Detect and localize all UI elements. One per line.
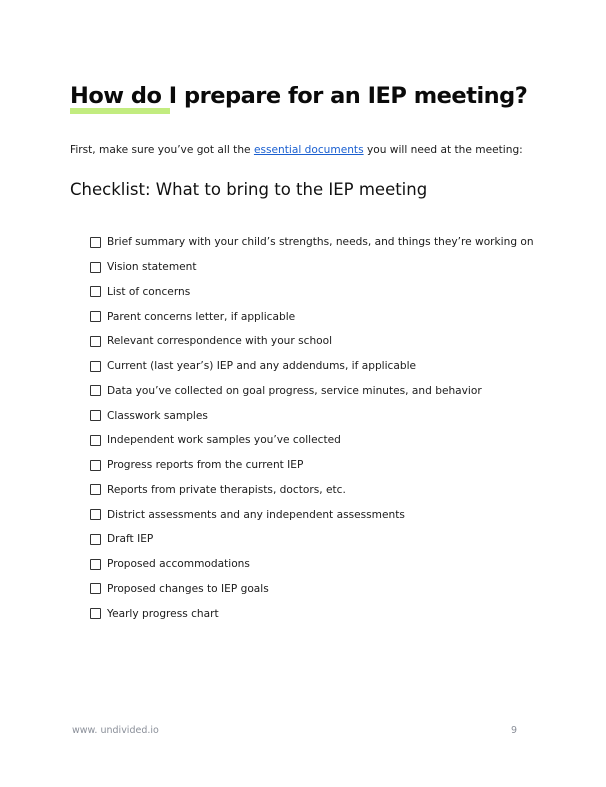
checklist-item[interactable] [90, 552, 534, 577]
checkbox-icon[interactable] [90, 460, 101, 471]
checklist-item[interactable] [90, 527, 534, 552]
page-title: How do I prepare for an IEP meeting? [70, 83, 528, 109]
checklist-item-label: Parent concerns letter, if applicable [107, 310, 296, 323]
intro-text-before: First, make sure you’ve got all the [70, 144, 254, 156]
checkbox-icon[interactable] [90, 410, 101, 421]
checklist-item[interactable] [90, 601, 534, 626]
checklist-heading: Checklist: What to bring to the IEP meeting [70, 180, 428, 199]
checklist-item[interactable] [90, 304, 534, 329]
checkbox-icon[interactable] [90, 385, 101, 396]
checklist-item[interactable] [90, 428, 534, 453]
footer-website: www. undivided.io [72, 725, 159, 736]
checklist-item[interactable] [90, 502, 534, 527]
checklist-item[interactable] [90, 403, 534, 428]
checklist-item-label: List of concerns [107, 285, 191, 298]
checklist-item[interactable] [90, 354, 534, 379]
checklist-item[interactable] [90, 255, 534, 280]
checklist [90, 230, 534, 626]
checkbox-icon[interactable] [90, 509, 101, 520]
checklist-item-label: Relevant correspondence with your school [107, 335, 333, 348]
checklist-item-label: Draft IEP [107, 533, 154, 546]
intro-text-after: you will need at the meeting: [363, 144, 523, 156]
checklist-item-label: District assessments and any independent assessments [107, 508, 405, 521]
page-title-block [70, 80, 550, 116]
intro-paragraph [70, 142, 523, 158]
page-number: 9 [511, 725, 518, 736]
checkbox-icon[interactable] [90, 608, 101, 619]
checklist-item-label: Data you’ve collected on goal progress, service minutes, and behavior [107, 384, 482, 397]
checklist-item[interactable] [90, 329, 534, 354]
checklist-item[interactable] [90, 280, 534, 305]
checkbox-icon[interactable] [90, 237, 101, 248]
checklist-item[interactable] [90, 379, 534, 404]
checklist-item[interactable] [90, 453, 534, 478]
checkbox-icon[interactable] [90, 484, 101, 495]
checkbox-icon[interactable] [90, 336, 101, 347]
checkbox-icon[interactable] [90, 534, 101, 545]
checklist-item-label: Brief summary with your child’s strengths, needs, and things they’re working on [107, 236, 534, 249]
checkbox-icon[interactable] [90, 286, 101, 297]
checklist-item[interactable] [90, 478, 534, 503]
checkbox-icon[interactable] [90, 361, 101, 372]
checklist-item[interactable] [90, 230, 534, 255]
checkbox-icon[interactable] [90, 559, 101, 570]
checkbox-icon[interactable] [90, 583, 101, 594]
checklist-item-label: Independent work samples you’ve collected [107, 434, 341, 447]
essential-documents-link[interactable]: essential documents [253, 144, 364, 156]
checkbox-icon[interactable] [90, 435, 101, 446]
checklist-item-label: Current (last year’s) IEP and any addendums, if applicable [107, 360, 417, 373]
checklist-item-label: Classwork samples [107, 409, 208, 422]
checkbox-icon[interactable] [90, 311, 101, 322]
checklist-item-label: Yearly progress chart [107, 607, 219, 620]
checklist-item[interactable] [90, 577, 534, 602]
checklist-item-label: Reports from private therapists, doctors, etc. [107, 483, 346, 496]
checkbox-icon[interactable] [90, 262, 101, 273]
checklist-item-label: Proposed accommodations [107, 558, 250, 571]
checklist-item-label: Proposed changes to IEP goals [107, 582, 269, 595]
checklist-item-label: Vision statement [107, 261, 197, 274]
checklist-item-label: Progress reports from the current IEP [107, 459, 304, 472]
